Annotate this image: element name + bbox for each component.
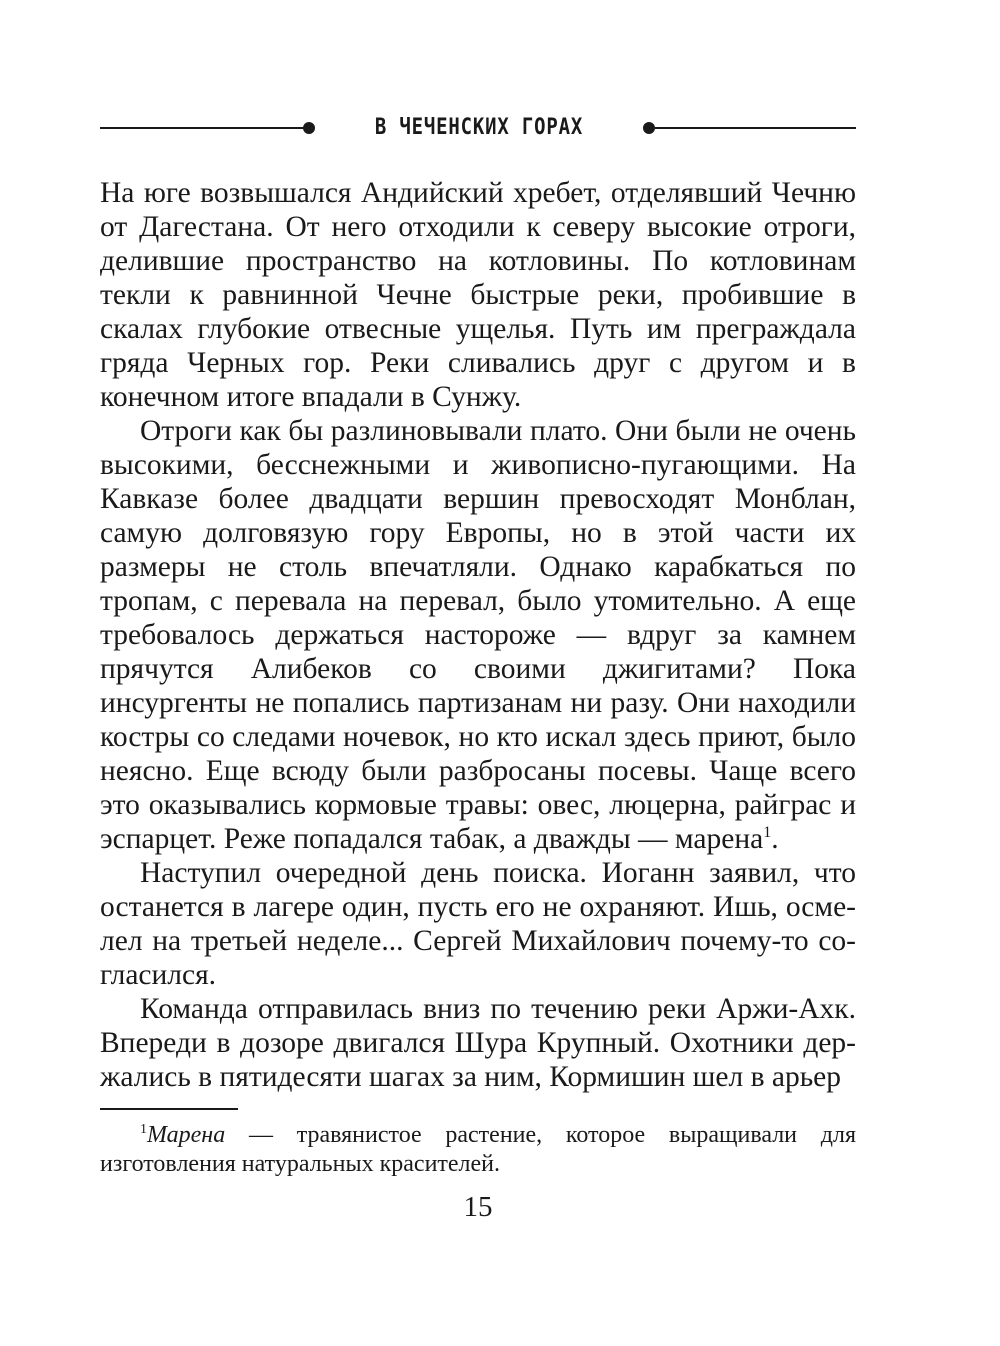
- line: табак, а дважды — марена: [429, 823, 764, 855]
- line: к равнинной Чечне быстрые реки, пробившие в скалах глу: [100, 279, 856, 345]
- line: бокие отвесные ущелья. Путь им преграждала гряда Черных: [100, 313, 856, 379]
- line: разбросаны посевы. Чаще всего это оказывались кормовые: [100, 755, 856, 821]
- line: На Кавказе более двадцати вершин превосходят Монблан,: [100, 449, 857, 515]
- paragraph-2: Отроги как бы разлиновывали плато. Они были не очень высокими, бесснежными и живописно-пугающими. На Кавказе более двадцати вершин превосходят Монблан, самую долговязую гору Европы, но в этой части их размеры не столь впечатляли. Однако карабкаться по тропам, с перевала на перевал, было утомительно. А еще требовалось держаться настороже — вдруг за камнем прячутся Алибеков со своими джигитами? Пока инсургенты не попались партизанам ни разу. Они находили костры со следами ночевок, но кто искал здесь приют, было неясно. Еще всюду были разбросаны посевы. Чаще всего это оказывались кормовые травы: овес, люцерна, райграс и эспарцет. Реже попадался табак, а дважды — марена$^1$.: [100, 415, 857, 855]
- line: травы: овес, люцерна, райграс и эспарцет. Реже попадался: [100, 789, 857, 855]
- line: со своими джигитами? Пока инсургенты не попались пар: [100, 653, 856, 719]
- line: тизанам ни разу. Они находили костры со следами ночевок,: [100, 687, 856, 753]
- line: очень высокими, бесснежными и живописно-пугающими.: [100, 415, 856, 481]
- line: Впереди в дозоре двигался Шура Крупный. Охотники дер: [100, 1027, 856, 1059]
- header-bullet-left: [303, 122, 315, 134]
- paragraph-4: [100, 992, 856, 1094]
- line: останется в лагере один, пусть его не охраняют. Ишь, осме: [100, 891, 856, 923]
- line: но кто искал здесь приют, было неясно. Еще всюду были: [100, 721, 857, 787]
- footnote-term: Марена: [147, 1122, 226, 1148]
- line: самую долговязую гору Европы, но в этой части их размеры: [100, 517, 856, 583]
- line: лел на третьей неделе... Сергей Михайлович почему-то со: [100, 925, 856, 957]
- line: гор. Реки сливались друг с другом и в конечном итоге впа: [100, 347, 856, 413]
- paragraph-1: [100, 176, 856, 414]
- footnote-separator: [100, 1108, 238, 1110]
- running-header: [100, 112, 856, 144]
- line: Наступил очередной день поиска. Иоганн заявил, что: [140, 857, 856, 889]
- line: от Дагестана. От него отходили к северу высокие отроги, де: [100, 211, 856, 277]
- page-number: 15: [463, 1191, 493, 1223]
- line: держаться настороже — вдруг за камнем прячутся Алибеков: [100, 619, 856, 685]
- line: гласился.: [100, 959, 217, 991]
- line: Команда отправилась вниз по течению реки Аржи-Ахк.: [140, 993, 856, 1025]
- body-text: [100, 176, 856, 1094]
- footnote: [100, 1121, 856, 1179]
- line: не столь впечатляли. Однако карабкаться по тропам, с пе: [100, 551, 856, 617]
- line: дали в Сунжу.: [344, 381, 522, 413]
- line: ревала на перевал, было утомительно. А еще требовалось: [100, 585, 857, 651]
- line: лившие пространство на котловины. По котловинам текли: [100, 245, 856, 311]
- footnote-reference[interactable]: 1: [763, 824, 772, 842]
- header-bullet-right: [643, 122, 655, 134]
- footnote-text: [100, 1121, 856, 1179]
- footnote-marker: 1: [140, 1122, 147, 1137]
- line: Отроги как бы разлиновывали плато. Они были не: [140, 415, 778, 447]
- header-rule-right: [655, 127, 856, 129]
- footnote-definition: — травянистое растение, которое выращивали для изготовления натуральных красителей.: [100, 1122, 856, 1177]
- paragraph-3: [100, 856, 856, 992]
- line: жались в пятидесяти шагах за ним, Кормишин шел в арьер: [100, 1061, 842, 1093]
- line: На юге возвышался Андийский хребет, отделявший Чечню: [100, 177, 856, 209]
- running-header-title: В ЧЕЧЕНСКИХ ГОРАХ: [374, 115, 584, 140]
- header-rule-left: [100, 127, 305, 129]
